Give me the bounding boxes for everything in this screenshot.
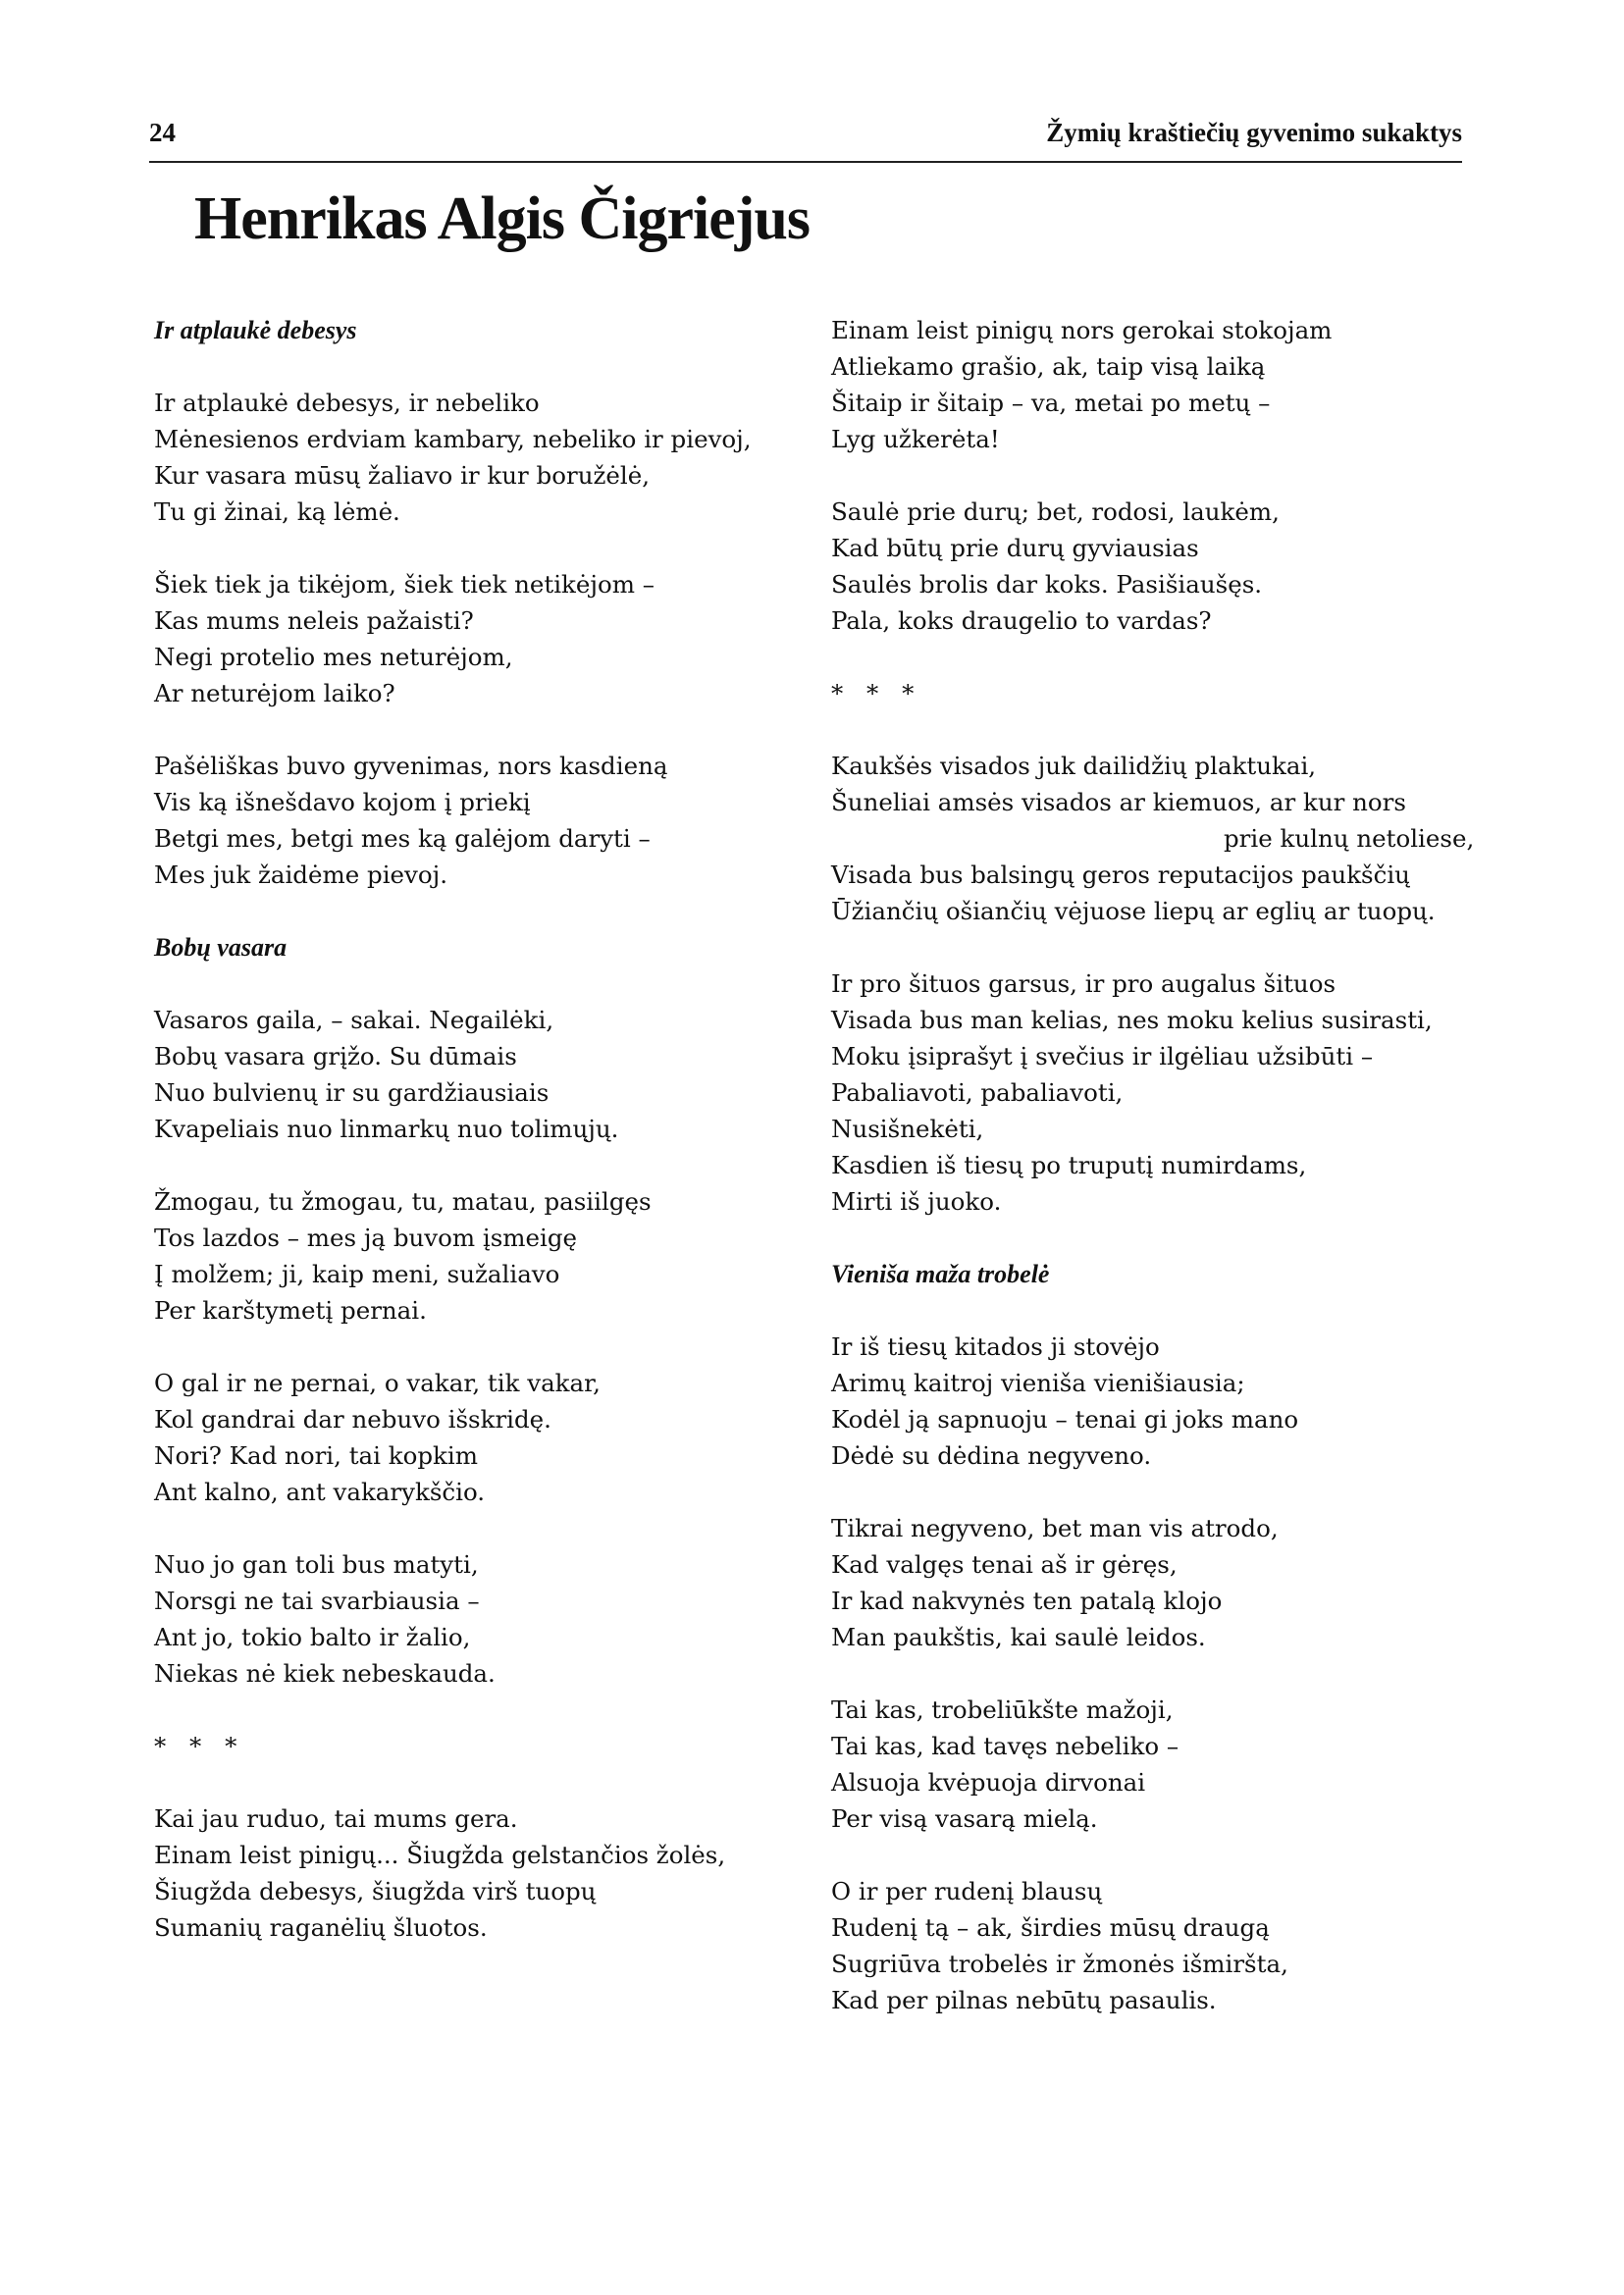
poem-bobu-vasara bbox=[154, 929, 841, 1692]
poem-line: prie kulnų netoliese, bbox=[1224, 824, 1475, 853]
poem-line: Pašėliškas buvo gyvenimas, nors kasdieną bbox=[154, 752, 668, 780]
stanza bbox=[831, 1329, 1479, 1474]
poem-spacer bbox=[831, 639, 1479, 675]
poem-line: Šiek tiek ja tikėjom, šiek tiek netikėjom – bbox=[154, 570, 655, 599]
poem-line: Man paukštis, kai saulė leidos. bbox=[831, 1623, 1206, 1651]
poem-line: Atliekamo grašio, ak, taip visą laiką bbox=[831, 352, 1266, 381]
poem-line: Saulės brolis dar koks. Pasišiaušęs. bbox=[831, 570, 1263, 599]
poem-line: Nuo bulvienų ir su gardžiausiais bbox=[154, 1078, 550, 1107]
poem-line: Saulė prie durų; bet, rodosi, laukėm, bbox=[831, 497, 1280, 526]
poem-line: Ir iš tiesų kitados ji stovėjo bbox=[831, 1332, 1160, 1361]
poem-title: Ir atplaukė debesys bbox=[154, 316, 357, 344]
poem-line: Mirti iš juoko. bbox=[831, 1187, 1002, 1216]
poem-line: Šuneliai amsės visados ar kiemuos, ar kur nors bbox=[831, 788, 1406, 816]
poem-line: Lyg užkerėta! bbox=[831, 425, 1000, 453]
poem-line: Norsgi ne tai svarbiausia – bbox=[154, 1587, 480, 1615]
poem-body bbox=[831, 1329, 1479, 2018]
poem-line: Tai kas, trobeliūkšte mažoji, bbox=[831, 1695, 1174, 1724]
poem-line: Nori? Kad nori, tai kopkim bbox=[154, 1441, 478, 1470]
poem-line: Į molžem; ji, kaip meni, sužaliavo bbox=[154, 1260, 560, 1288]
poem-line: Ir kad nakvynės ten patalą klojo bbox=[831, 1587, 1223, 1615]
poem-line: Vis ką išnešdavo kojom į priekį bbox=[154, 788, 531, 816]
stanza bbox=[154, 1365, 841, 1510]
poem-line: Ant jo, tokio balto ir žalio, bbox=[154, 1623, 471, 1651]
poem-line: O gal ir ne pernai, o vakar, tik vakar, bbox=[154, 1369, 601, 1397]
poem-line: Kad būtų prie durų gyviausias bbox=[831, 534, 1199, 562]
poem-body bbox=[154, 385, 841, 893]
poem-line: Negi protelio mes neturėjom, bbox=[154, 643, 513, 671]
poem-untitled-1-continued bbox=[831, 312, 1479, 639]
page-title: Henrikas Algis Čigriejus bbox=[194, 185, 811, 252]
section-divider-stars: * * * bbox=[154, 1732, 245, 1760]
poem-line: Vasaros gaila, – sakai. Negailėki, bbox=[154, 1006, 554, 1034]
poem-line: Kur vasara mūsų žaliavo ir kur boružėlė, bbox=[154, 461, 651, 490]
poem-spacer bbox=[154, 893, 841, 929]
page-number: 24 bbox=[149, 118, 176, 147]
poem-line: Ir atplaukė debesys, ir nebeliko bbox=[154, 389, 540, 417]
poem-title: Vieniša maža trobelė bbox=[831, 1260, 1050, 1288]
poem-line: Alsuoja kvėpuoja dirvonai bbox=[831, 1768, 1146, 1797]
poem-line: Kodėl ją sapnuoju – tenai gi joks mano bbox=[831, 1405, 1299, 1434]
page-header bbox=[149, 118, 1462, 163]
poem-line: Niekas nė kiek nebeskauda. bbox=[154, 1659, 496, 1688]
poem-body bbox=[831, 965, 1479, 1220]
poem-line: Kaukšės visados juk dailidžių plaktukai, bbox=[831, 752, 1317, 780]
poem-line: Per visą vasarą mielą. bbox=[831, 1804, 1098, 1833]
poem-line: Arimų kaitroj vieniša vienišiausia; bbox=[831, 1369, 1245, 1397]
poem-line: Ar neturėjom laiko? bbox=[154, 679, 395, 707]
poem-line: Tu gi žinai, ką lėmė. bbox=[154, 497, 400, 526]
poem-line: Rudenį tą – ak, širdies mūsų draugą bbox=[831, 1913, 1270, 1942]
poem-line: Tos lazdos – mes ją buvom įsmeigę bbox=[154, 1224, 578, 1252]
poem-line: Ant kalno, ant vakarykščio. bbox=[154, 1478, 486, 1506]
poem-line: Einam leist pinigų nors gerokai stokojam bbox=[831, 316, 1333, 344]
poem-line: Dėdė su dėdina negyveno. bbox=[831, 1441, 1152, 1470]
poem-line: Sumanių raganėlių šluotos. bbox=[154, 1913, 488, 1942]
poem-line: Kol gandrai dar nebuvo išskridę. bbox=[154, 1405, 551, 1434]
poem-line: Mėnesienos erdviam kambary, nebeliko ir pievoj, bbox=[154, 425, 752, 453]
poem-body bbox=[154, 1002, 841, 1692]
poem-line: Šiugžda debesys, šiugžda virš tuopų bbox=[154, 1877, 597, 1905]
poem-line: Šitaip ir šitaip – va, metai po metų – bbox=[831, 389, 1271, 417]
poem-line: Ir pro šituos garsus, ir pro augalus šituos bbox=[831, 969, 1336, 998]
poem-ir-atplauke bbox=[154, 312, 841, 893]
poem-line: Pala, koks draugelio to vardas? bbox=[831, 606, 1212, 635]
poem-line: Mes juk žaidėme pievoj. bbox=[154, 861, 448, 889]
poem-line: Kas mums neleis pažaisti? bbox=[154, 606, 474, 635]
poem-line: Per karštymetį pernai. bbox=[154, 1296, 427, 1325]
poem-untitled-2 bbox=[831, 675, 1479, 1220]
stanza bbox=[154, 748, 841, 893]
stanza bbox=[154, 566, 841, 711]
stanza bbox=[831, 965, 1479, 1220]
poem-line: Einam leist pinigų... Šiugžda gelstančios žolės, bbox=[154, 1841, 726, 1869]
poem-line: Tai kas, kad tavęs nebeliko – bbox=[831, 1732, 1179, 1760]
poem-line: Visada bus man kelias, nes moku kelius susirasti, bbox=[831, 1006, 1433, 1034]
poem-spacer bbox=[154, 1692, 841, 1728]
poem-line: Tikrai negyveno, bet man vis atrodo, bbox=[831, 1514, 1279, 1542]
poem-untitled-1 bbox=[154, 1728, 841, 1946]
stanza bbox=[831, 748, 1479, 929]
stanza bbox=[154, 1183, 841, 1329]
poem-line: Sugriūva trobelės ir žmonės išmiršta, bbox=[831, 1950, 1288, 1978]
poem-line: Bobų vasara grįžo. Su dūmais bbox=[154, 1042, 517, 1070]
stanza bbox=[154, 385, 841, 530]
poem-body bbox=[831, 312, 1479, 639]
running-title: Žymių kraštiečių gyvenimo sukaktys bbox=[1046, 118, 1462, 147]
poem-title: Bobų vasara bbox=[154, 933, 288, 962]
poem-line: Ūžiančių ošiančių vėjuose liepų ar eglių ar tuopų. bbox=[831, 897, 1436, 925]
poem-line: Kasdien iš tiesų po truputį numirdams, bbox=[831, 1151, 1307, 1179]
poem-line: Kai jau ruduo, tai mums gera. bbox=[154, 1804, 518, 1833]
stanza bbox=[831, 312, 1479, 457]
poem-line: Kvapeliais nuo linmarkų nuo tolimųjų. bbox=[154, 1115, 619, 1143]
poem-line: Betgi mes, betgi mes ką galėjom daryti – bbox=[154, 824, 651, 853]
poem-line: Kad valgęs tenai aš ir gėręs, bbox=[831, 1550, 1178, 1579]
stanza bbox=[831, 1510, 1479, 1655]
stanza bbox=[154, 1002, 841, 1147]
stanza bbox=[154, 1800, 841, 1946]
section-divider-stars: * * * bbox=[831, 679, 922, 707]
poem-vieniša-maza-trobele bbox=[831, 1256, 1479, 2018]
left-column bbox=[154, 312, 841, 1946]
poem-line: Pabaliavoti, pabaliavoti, bbox=[831, 1078, 1124, 1107]
stanza bbox=[154, 1546, 841, 1692]
poem-line: Nuo jo gan toli bus matyti, bbox=[154, 1550, 479, 1579]
poem-line: O ir per rudenį blausų bbox=[831, 1877, 1103, 1905]
poem-line: Moku įsiprašyt į svečius ir ilgėliau užsibūti – bbox=[831, 1042, 1374, 1070]
poem-line: Nusišnekėti, bbox=[831, 1115, 984, 1143]
poem-line: Žmogau, tu žmogau, tu, matau, pasiilgęs bbox=[154, 1187, 652, 1216]
poem-line: Visada bus balsingų geros reputacijos paukščių bbox=[831, 861, 1410, 889]
right-column bbox=[831, 312, 1479, 2018]
stanza bbox=[831, 1873, 1479, 2018]
stanza bbox=[831, 494, 1479, 639]
poem-body bbox=[154, 1800, 841, 1946]
stanza bbox=[831, 1692, 1479, 1837]
poem-line: Kad per pilnas nebūtų pasaulis. bbox=[831, 1986, 1217, 2014]
